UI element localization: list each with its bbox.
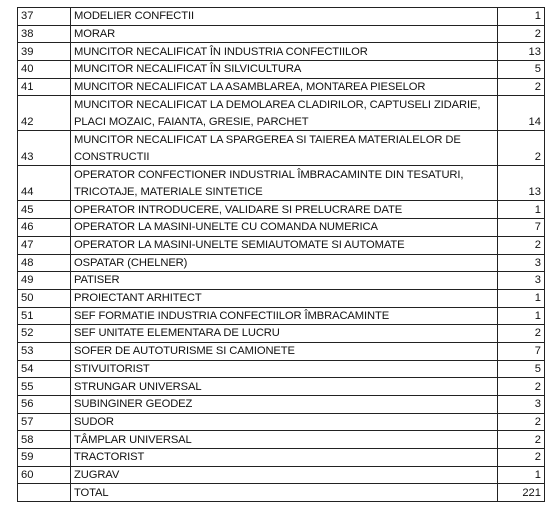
occupation-name: ZUGRAV — [71, 466, 498, 484]
position-count: 2 — [498, 236, 545, 254]
row-number: 42 — [18, 96, 71, 131]
total-row-number — [18, 484, 71, 502]
position-count: 13 — [498, 43, 545, 61]
row-number: 54 — [18, 360, 71, 378]
occupation-name: OPERATOR CONFECTIONER INDUSTRIAL ÎMBRACAMINTE DIN TESATURI, TRICOTAJE, MATERIALE SINTETICE — [71, 166, 498, 201]
position-count: 1 — [498, 307, 545, 325]
table-row — [18, 25, 545, 43]
occupation-name: TÂMPLAR UNIVERSAL — [71, 431, 498, 449]
table-row — [18, 272, 545, 290]
table-row — [18, 360, 545, 378]
occupation-name: MUNCITOR NECALIFICAT ÎN INDUSTRIA CONFECTIILOR — [71, 43, 498, 61]
table-row — [18, 96, 545, 131]
occupation-name: STIVUITORIST — [71, 360, 498, 378]
row-number: 44 — [18, 166, 71, 201]
row-number: 48 — [18, 254, 71, 272]
occupation-name: MORAR — [71, 25, 498, 43]
table-row — [18, 466, 545, 484]
table-body — [18, 8, 545, 502]
row-number: 40 — [18, 61, 71, 79]
position-count: 3 — [498, 254, 545, 272]
total-label: TOTAL — [71, 484, 498, 502]
position-count: 2 — [498, 431, 545, 449]
occupation-name: SUDOR — [71, 413, 498, 431]
position-count: 2 — [498, 413, 545, 431]
row-number: 60 — [18, 466, 71, 484]
position-count: 3 — [498, 396, 545, 414]
occupation-name: OPERATOR INTRODUCERE, VALIDARE SI PRELUCRARE DATE — [71, 201, 498, 219]
row-number: 49 — [18, 272, 71, 290]
position-count: 3 — [498, 272, 545, 290]
table-row — [18, 236, 545, 254]
table-row — [18, 219, 545, 237]
position-count: 1 — [498, 8, 545, 26]
table-row — [18, 131, 545, 166]
table-row — [18, 78, 545, 96]
table-row — [18, 61, 545, 79]
position-count: 2 — [498, 378, 545, 396]
table-row — [18, 166, 545, 201]
table-row — [18, 325, 545, 343]
table-row — [18, 307, 545, 325]
table-row — [18, 396, 545, 414]
position-count: 2 — [498, 449, 545, 467]
row-number: 56 — [18, 396, 71, 414]
row-number: 59 — [18, 449, 71, 467]
occupation-name: SEF UNITATE ELEMENTARA DE LUCRU — [71, 325, 498, 343]
position-count: 13 — [498, 166, 545, 201]
row-number: 38 — [18, 25, 71, 43]
occupations-table — [17, 7, 545, 502]
table-row — [18, 378, 545, 396]
occupation-name: MUNCITOR NECALIFICAT ÎN SILVICULTURA — [71, 61, 498, 79]
table-row — [18, 413, 545, 431]
row-number: 55 — [18, 378, 71, 396]
position-count: 1 — [498, 201, 545, 219]
table-row — [18, 431, 545, 449]
occupation-name: MUNCITOR NECALIFICAT LA DEMOLAREA CLADIRILOR, CAPTUSELI ZIDARIE, PLACI MOZAIC, FAIANTA, GRESIE, PARCHET — [71, 96, 498, 131]
row-number: 57 — [18, 413, 71, 431]
occupation-name: OPERATOR LA MASINI-UNELTE SEMIAUTOMATE SI AUTOMATE — [71, 236, 498, 254]
row-number: 45 — [18, 201, 71, 219]
row-number: 46 — [18, 219, 71, 237]
position-count: 14 — [498, 96, 545, 131]
row-number: 39 — [18, 43, 71, 61]
table-row — [18, 254, 545, 272]
position-count: 2 — [498, 78, 545, 96]
occupation-name: OSPATAR (CHELNER) — [71, 254, 498, 272]
total-row — [18, 484, 545, 502]
position-count: 5 — [498, 61, 545, 79]
occupation-name: MUNCITOR NECALIFICAT LA ASAMBLAREA, MONTAREA PIESELOR — [71, 78, 498, 96]
position-count: 2 — [498, 25, 545, 43]
row-number: 58 — [18, 431, 71, 449]
position-count: 1 — [498, 289, 545, 307]
position-count: 5 — [498, 360, 545, 378]
table-row — [18, 342, 545, 360]
row-number: 41 — [18, 78, 71, 96]
table-row — [18, 449, 545, 467]
position-count: 1 — [498, 466, 545, 484]
row-number: 47 — [18, 236, 71, 254]
table-row — [18, 8, 545, 26]
table-row — [18, 43, 545, 61]
position-count: 2 — [498, 131, 545, 166]
occupation-name: STRUNGAR UNIVERSAL — [71, 378, 498, 396]
row-number: 43 — [18, 131, 71, 166]
occupation-name: MODELIER CONFECTII — [71, 8, 498, 26]
occupation-name: OPERATOR LA MASINI-UNELTE CU COMANDA NUMERICA — [71, 219, 498, 237]
table-row — [18, 289, 545, 307]
row-number: 50 — [18, 289, 71, 307]
row-number: 53 — [18, 342, 71, 360]
occupation-name: PATISER — [71, 272, 498, 290]
row-number: 52 — [18, 325, 71, 343]
occupation-name: SOFER DE AUTOTURISME SI CAMIONETE — [71, 342, 498, 360]
occupation-name: PROIECTANT ARHITECT — [71, 289, 498, 307]
table-row — [18, 201, 545, 219]
total-count: 221 — [498, 484, 545, 502]
occupation-name: MUNCITOR NECALIFICAT LA SPARGEREA SI TAIEREA MATERIALELOR DE CONSTRUCTII — [71, 131, 498, 166]
row-number: 37 — [18, 8, 71, 26]
position-count: 7 — [498, 342, 545, 360]
row-number: 51 — [18, 307, 71, 325]
occupation-name: TRACTORIST — [71, 449, 498, 467]
occupation-name: SEF FORMATIE INDUSTRIA CONFECTIILOR ÎMBRACAMINTE — [71, 307, 498, 325]
occupation-name: SUBINGINER GEODEZ — [71, 396, 498, 414]
position-count: 2 — [498, 325, 545, 343]
position-count: 7 — [498, 219, 545, 237]
